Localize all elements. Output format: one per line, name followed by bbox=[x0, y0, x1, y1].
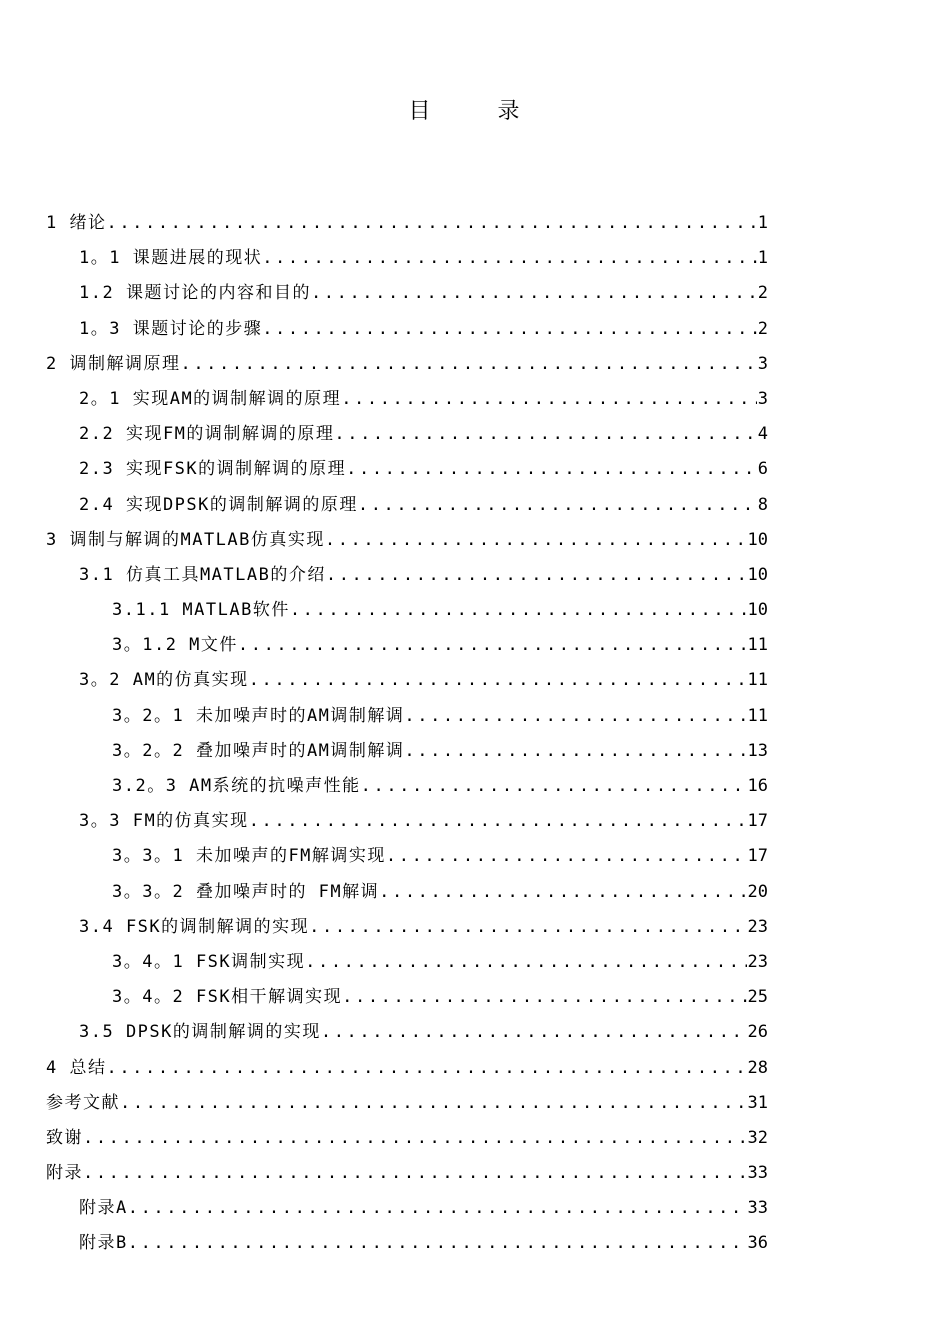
toc-entry-title: 3。4。1 FSK调制实现 bbox=[112, 951, 306, 972]
toc-entry[interactable] bbox=[46, 593, 768, 628]
toc-dot-leader bbox=[262, 241, 757, 276]
toc-entry-page-number: 11 bbox=[747, 705, 768, 726]
toc-entry[interactable] bbox=[46, 1086, 768, 1121]
toc-entry-page-number: 3 bbox=[757, 353, 768, 374]
toc-entry-title: 3.2。3 AM系统的抗噪声性能 bbox=[112, 776, 361, 796]
toc-entry-page-number: 28 bbox=[747, 1057, 768, 1078]
toc-entry[interactable] bbox=[46, 910, 768, 945]
toc-entry-title: 附录B bbox=[79, 1233, 128, 1254]
toc-entry-title: 3 调制与解调的MATLAB仿真实现 bbox=[46, 529, 325, 550]
toc-entry[interactable] bbox=[46, 1226, 768, 1261]
toc-entry-page-number: 4 bbox=[757, 424, 768, 445]
toc-entry-page-number: 1 bbox=[757, 213, 768, 233]
toc-entry[interactable] bbox=[46, 1051, 768, 1086]
toc-dot-leader bbox=[262, 312, 757, 347]
toc-entry-page-number: 1 bbox=[757, 248, 768, 269]
toc-entry-title: 1。1 课题进展的现状 bbox=[79, 248, 263, 269]
toc-entry-page-number: 11 bbox=[747, 635, 768, 656]
toc-dot-leader bbox=[404, 734, 746, 769]
toc-entry-page-number: 36 bbox=[747, 1233, 768, 1254]
toc-entry[interactable] bbox=[46, 769, 768, 804]
toc-entry-title: 3。2 AM的仿真实现 bbox=[79, 670, 249, 691]
toc-entry-title: 3。2。1 未加噪声时的AM调制解调 bbox=[112, 705, 405, 726]
toc-entry[interactable] bbox=[46, 347, 768, 382]
toc-dot-leader bbox=[120, 1086, 747, 1121]
toc-entry-page-number: 23 bbox=[747, 916, 768, 937]
toc-entry-page-number: 11 bbox=[747, 670, 768, 691]
toc-entry-title: 2.3 实现FSK的调制解调的原理 bbox=[79, 459, 347, 480]
toc-entry-title: 3。1.2 M文件 bbox=[112, 635, 238, 656]
toc-entry[interactable] bbox=[46, 417, 768, 452]
toc-entry-title: 3.5 DPSK的调制解调的实现 bbox=[79, 1022, 321, 1043]
toc-entry[interactable] bbox=[46, 452, 768, 487]
toc-entry-page-number: 8 bbox=[757, 494, 768, 515]
toc-dot-leader bbox=[404, 699, 746, 734]
toc-entry-title: 3.4 FSK的调制解调的实现 bbox=[79, 916, 310, 937]
toc-entry[interactable] bbox=[46, 276, 768, 311]
toc-entry-page-number: 20 bbox=[747, 881, 768, 902]
toc-entry-title: 3.1 仿真工具MATLAB的介绍 bbox=[79, 564, 326, 585]
toc-entry-page-number: 16 bbox=[747, 776, 768, 796]
toc-entry[interactable] bbox=[46, 488, 768, 523]
toc-entry[interactable] bbox=[46, 839, 768, 874]
toc-entry[interactable] bbox=[46, 1121, 768, 1156]
toc-entry-title: 2.2 实现FM的调制解调的原理 bbox=[79, 424, 335, 445]
toc-entry-page-number: 3 bbox=[757, 388, 768, 409]
toc-entry[interactable] bbox=[46, 980, 768, 1015]
toc-entry-page-number: 25 bbox=[747, 987, 768, 1008]
toc-dot-leader bbox=[325, 523, 747, 558]
toc-entry[interactable] bbox=[46, 945, 768, 980]
toc-entry-page-number: 13 bbox=[747, 740, 768, 761]
toc-entry-title: 参考文献 bbox=[46, 1092, 120, 1113]
toc-dot-leader bbox=[326, 558, 747, 593]
toc-entry[interactable] bbox=[46, 734, 768, 769]
toc-entry[interactable] bbox=[46, 1015, 768, 1050]
toc-entry-title: 1 绪论 bbox=[46, 213, 107, 233]
toc-dot-leader bbox=[342, 980, 746, 1015]
toc-entry[interactable] bbox=[46, 628, 768, 663]
toc-entry-title: 3。2。2 叠加噪声时的AM调制解调 bbox=[112, 740, 405, 761]
toc-dot-leader bbox=[386, 839, 747, 874]
toc-dot-leader bbox=[321, 1015, 747, 1050]
toc-dot-leader bbox=[305, 945, 746, 980]
toc-entry-page-number: 31 bbox=[747, 1092, 768, 1113]
toc-entry-title: 2.4 实现DPSK的调制解调的原理 bbox=[79, 494, 358, 515]
toc-entry-title: 2 调制解调原理 bbox=[46, 353, 181, 374]
toc-dot-leader bbox=[128, 1226, 747, 1261]
toc-entry-title: 3。3。2 叠加噪声时的 FM解调 bbox=[112, 881, 380, 902]
toc-entry-title: 3。4。2 FSK相干解调实现 bbox=[112, 987, 343, 1008]
toc-entry[interactable] bbox=[46, 241, 768, 276]
toc-entry-page-number: 26 bbox=[747, 1022, 768, 1043]
toc-entry-title: 致谢 bbox=[46, 1127, 83, 1148]
toc-entry-title: 附录A bbox=[79, 1198, 128, 1219]
toc-entry-page-number: 23 bbox=[747, 951, 768, 972]
toc-entry[interactable] bbox=[46, 1156, 768, 1191]
toc-entry-title: 1.2 课题讨论的内容和目的 bbox=[79, 283, 311, 304]
toc-dot-leader bbox=[361, 769, 747, 804]
toc-entry[interactable] bbox=[46, 804, 768, 839]
toc-entry[interactable] bbox=[46, 699, 768, 734]
toc-dot-leader bbox=[309, 910, 746, 945]
toc-dot-leader bbox=[379, 875, 746, 910]
toc-entry-title: 1。3 课题讨论的步骤 bbox=[79, 318, 263, 339]
toc-dot-leader bbox=[238, 628, 747, 663]
toc-entry[interactable] bbox=[46, 875, 768, 910]
page-title: 目 录 bbox=[408, 99, 550, 124]
toc-entry-page-number: 2 bbox=[757, 318, 768, 339]
toc-entry-page-number: 2 bbox=[757, 283, 768, 304]
toc-entry-page-number: 10 bbox=[747, 600, 768, 621]
toc-entry-page-number: 33 bbox=[747, 1163, 768, 1184]
toc-dot-leader bbox=[358, 488, 757, 523]
toc-dot-leader bbox=[180, 347, 756, 382]
toc-entry[interactable] bbox=[46, 663, 768, 698]
toc-entry-page-number: 6 bbox=[757, 459, 768, 480]
toc-entry-title: 4 总结 bbox=[46, 1057, 107, 1078]
toc-entry[interactable] bbox=[46, 312, 768, 347]
toc-entry-title: 3。3 FM的仿真实现 bbox=[79, 811, 249, 832]
toc-dot-leader bbox=[106, 1051, 746, 1086]
toc-entry-title: 附录 bbox=[46, 1163, 83, 1184]
toc-entry-title: 3.1.1 MATLAB软件 bbox=[112, 600, 290, 621]
toc-dot-leader bbox=[106, 206, 756, 241]
toc-entry-title: 3。3。1 未加噪声的FM解调实现 bbox=[112, 846, 386, 867]
toc-dot-leader bbox=[346, 452, 757, 487]
table-of-contents bbox=[46, 206, 768, 1262]
toc-dot-leader bbox=[341, 382, 757, 417]
toc-entry[interactable] bbox=[46, 523, 768, 558]
toc-dot-leader bbox=[83, 1121, 747, 1156]
toc-entry-page-number: 10 bbox=[747, 564, 768, 585]
toc-dot-leader bbox=[290, 593, 747, 628]
toc-entry-page-number: 33 bbox=[747, 1198, 768, 1219]
toc-dot-leader bbox=[249, 663, 747, 698]
toc-entry[interactable] bbox=[46, 558, 768, 593]
toc-entry[interactable] bbox=[46, 382, 768, 417]
toc-dot-leader bbox=[249, 804, 747, 839]
toc-entry[interactable] bbox=[46, 1191, 768, 1226]
toc-entry-title: 2。1 实现AM的调制解调的原理 bbox=[79, 388, 342, 409]
toc-entry-page-number: 32 bbox=[747, 1127, 768, 1148]
toc-dot-leader bbox=[128, 1191, 747, 1226]
toc-entry-page-number: 17 bbox=[747, 811, 768, 832]
toc-entry[interactable] bbox=[46, 206, 768, 241]
toc-entry-page-number: 17 bbox=[747, 846, 768, 867]
toc-dot-leader bbox=[334, 417, 756, 452]
toc-dot-leader bbox=[311, 276, 757, 311]
toc-entry-page-number: 10 bbox=[747, 529, 768, 550]
toc-dot-leader bbox=[83, 1156, 747, 1191]
